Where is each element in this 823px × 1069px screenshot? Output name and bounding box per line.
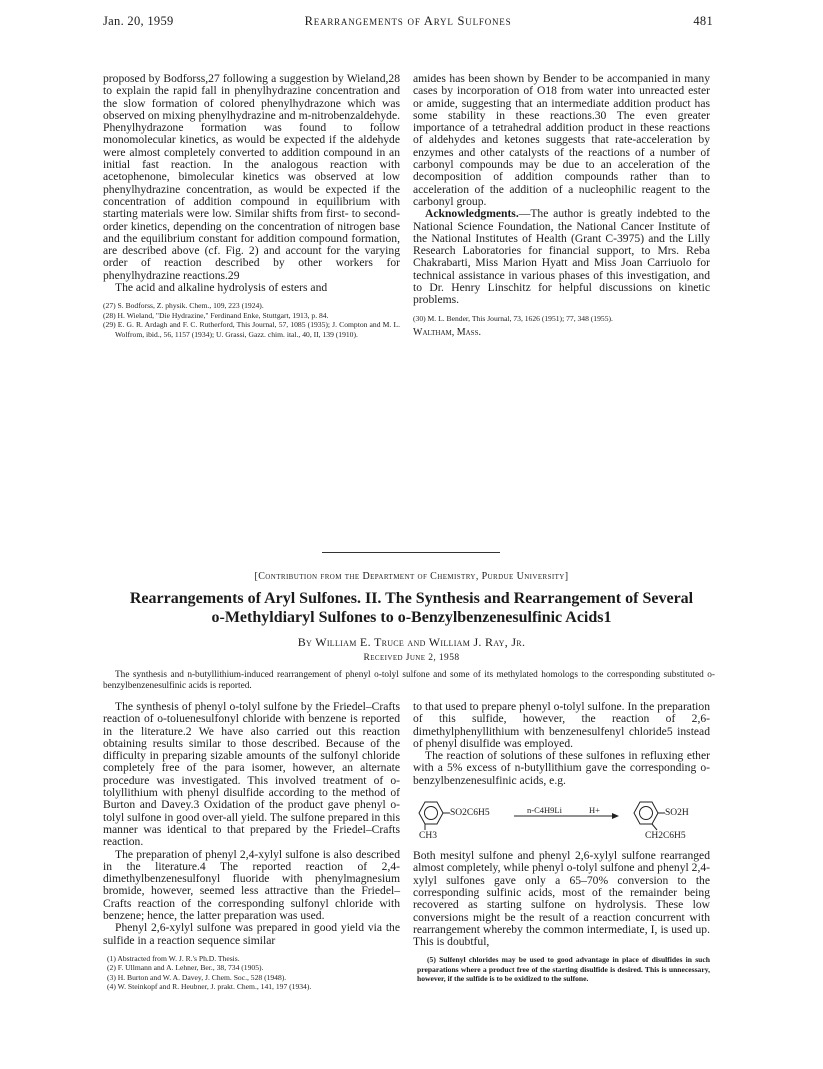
right-sulfinic-group: SO2H xyxy=(665,808,689,819)
body-paragraph: The preparation of phenyl 2,4-xylyl sulfone is also described in the literature.4 The reported reaction of 2,4-dimethylbenzenesulfonyl fluoride with phenylmagnesium bromide, however, seemed less attractive than the Friedel–Crafts reaction of the corresponding sulfonyl chloride with benzene; hence, the latter preparation was used. xyxy=(103,847,400,923)
issue-date: Jan. 20, 1959 xyxy=(103,14,174,28)
arrow-head xyxy=(612,813,619,819)
ack-text: —The author is greatly indebted to the National Science Foundation, the National Cancer Institute of the National Institutes of Health (Grant C-3975) and the Lilly Research Laboratories for financial support, to Mrs. Reba Chakrabarti, Miss Marion Hyatt and Miss Joan Carriuolo for technical assistance in various phases of this investigation, and to Dr. Henry Linschitz for helpful discussions on kinetic problems. xyxy=(413,207,710,307)
body-paragraph: The synthesis of phenyl o-tolyl sulfone by the Friedel–Crafts reaction of o-toluenesulfonyl chloride with benzene is reported in the literature.2 We have also carried out this reaction obtaining results similar to those described. Because of the difficulty in preparing sizable amounts of the sulfonyl chloride completely free of the para isomer, however, an alternate procedure was investigated. This involved treatment of o-tolyllithium with phenyl disulfide according to the method of Burton and Davey.3 Oxidation of the product gave phenyl o-tolyl sulfone in good over-all yield. The sulfone prepared in this manner was identical to that prepared by the Friedel–Crafts reaction. xyxy=(103,700,400,849)
running-title: Rearrangements of Aryl Sulfones xyxy=(304,14,512,28)
footnote-27: (27) S. Bodforss, Z. physik. Chem., 109, 223 (1924). xyxy=(103,301,264,311)
left-benzene-ring xyxy=(419,802,443,824)
top-left-column xyxy=(103,73,400,339)
footnotes xyxy=(413,314,710,324)
footnote-2: (2) F. Ullmann and A. Lehner, Ber., 38, 734 (1905). xyxy=(107,963,264,973)
received-date: Received June 2, 1958 xyxy=(363,653,460,663)
acknowledgments xyxy=(413,208,710,306)
page-header xyxy=(103,14,713,32)
footnote-4: (4) W. Steinkopf and R. Heubner, J. prakt. Chem., 141, 197 (1934). xyxy=(107,982,312,992)
body-paragraph: Phenyl 2,6-xylyl sulfone was prepared in good yield via the sulfide in a reaction sequence similar xyxy=(103,921,400,947)
bottom-left-column xyxy=(103,701,400,992)
footnotes xyxy=(103,301,400,339)
right-benzene-ring xyxy=(634,802,658,824)
reagent-butyllithium: n-C4H9Li xyxy=(527,805,562,816)
authors: By William E. Truce and William J. Ray, Jr. xyxy=(297,635,526,649)
body-paragraph: The acid and alkaline hydrolysis of esters and xyxy=(115,281,328,295)
title-line: Rearrangements of Aryl Sulfones. II. The Synthesis and Rearrangement of Several xyxy=(129,590,694,607)
body-paragraph: to that used to prepare phenyl o-tolyl sulfone. In the preparation of this sulfide, however, the reaction of 2,6-dimethylphenyllithium with benzenesulfenyl chloride5 instead of phenyl disulfide was employed. xyxy=(413,700,710,750)
article-title xyxy=(100,589,723,627)
footnote-30: (30) M. L. Bender, This Journal, 73, 1626 (1951); 77, 348 (1955). xyxy=(413,313,613,323)
body-paragraph: amides has been shown by Bender to be accompanied in many cases by incorporation of O18 from water into unreacted ester or amide, suggesting that an intermediate addition product has some stability in these reactions.30 The even greater importance of a tetrahedral addition product in these reactions of aldehydes and ketones suggests that rate-acceleration by enzymes and other catalysts of the reactions of a number of carbonyl compounds may be due to an acceleration of the decomposition of addition compounds rather than to acceleration of the addition of a nucleophilic reagent to the carbonyl group. xyxy=(413,72,710,208)
top-right-column xyxy=(413,73,710,339)
footnote-1: (1) Abstracted from W. J. R.'s Ph.D. Thesis. xyxy=(107,953,240,963)
body-paragraph: The reaction of solutions of these sulfones in refluxing ether with a 5% excess of n-butyllithium gave the corresponding o-benzylbenzenesulfinic acids, e.g. xyxy=(413,749,710,787)
footnotes xyxy=(103,954,400,992)
section-divider xyxy=(322,552,500,553)
ack-heading: Acknowledgments. xyxy=(425,207,519,221)
location: Waltham, Mass. xyxy=(413,327,481,339)
bottom-right-column xyxy=(413,701,710,984)
footnotes xyxy=(413,955,710,984)
footnote-28: (28) H. Wieland, "Die Hydrazine," Ferdinand Enke, Stuttgart, 1913, p. 84. xyxy=(103,310,329,320)
reaction-scheme xyxy=(413,794,710,846)
title-line: o-Methyldiaryl Sulfones to o-Benzylbenzenesulfinic Acids1 xyxy=(211,609,612,626)
contribution-line: [Contribution from the Department of Chemistry, Purdue University] xyxy=(254,571,569,582)
footnote-3: (3) H. Burton and W. A. Davey, J. Chem. Soc., 528 (1948). xyxy=(107,972,287,982)
footnote-29: (29) E. G. R. Ardagh and F. C. Rutherford, This Journal, 57, 1085 (1935); J. Compton and M. L. Wolfrom, ibid., 56, 1157 (1934); U. Grassi, Gazz. chim. ital., 40, II, 139 (1910). xyxy=(103,320,400,339)
left-methyl-group: CH3 xyxy=(419,831,437,842)
abstract: The synthesis and n-butyllithium-induced rearrangement of phenyl o-tolyl sulfone and some of its methylated homologs to the corresponding substituted o-benzylbenzenesulfinic acids is reported. xyxy=(103,670,715,691)
reagent-acid: H+ xyxy=(589,805,600,816)
right-benzyl-group: CH2C6H5 xyxy=(645,831,686,842)
footnote-5: (5) Sulfenyl chlorides may be used to good advantage in place of disulfides in such preparations where a product free of the starting disulfide is desired. This is unnecessary, however, if the sulfide is to be oxidized to the sulfone. xyxy=(417,955,710,984)
page-number: 481 xyxy=(693,14,713,28)
left-sulfonyl-group: SO2C6H5 xyxy=(450,808,490,819)
body-paragraph: Both mesityl sulfone and phenyl 2,6-xylyl sulfone rearranged almost completely, while phenyl o-tolyl sulfone and phenyl 2,4-xylyl sulfones gave only a 65–70% conversion to the corresponding sulfinic acids, most of the remainder being recovered as starting sulfone on hydrolysis. These low conversions might be the result of a reaction concurrent with rearrangement whereby the common intermediate, I, is used up. This is doubtful, xyxy=(413,849,710,949)
body-paragraph: proposed by Bodforss,27 following a suggestion by Wieland,28 to explain the rapid fall in phenylhydrazine concentration and the slow formation of colored phenylhydrazone which was observed on mixing phenylhydrazine and m-nitrobenzaldehyde. Phenylhydrazone formation was found to follow monomolecular kinetics, as would be expected if the aldehyde were almost completely converted to addition compound in an initial fast reaction. In the analogous reaction with acetophenone, bimolecular kinetics was observed at low phenylhydrazine concentration, as would be expected if the concentration of addition compound in equilibrium with starting materials were low. Similar shifts from first- to second-order kinetics, depending on the concentration of nitrogen base and the equilibrium constant for addition compound formation, are described above (cf. Fig. 2) and account for the varying order of reaction described by other workers for phenylhydrazine reactions.29 xyxy=(103,72,400,282)
